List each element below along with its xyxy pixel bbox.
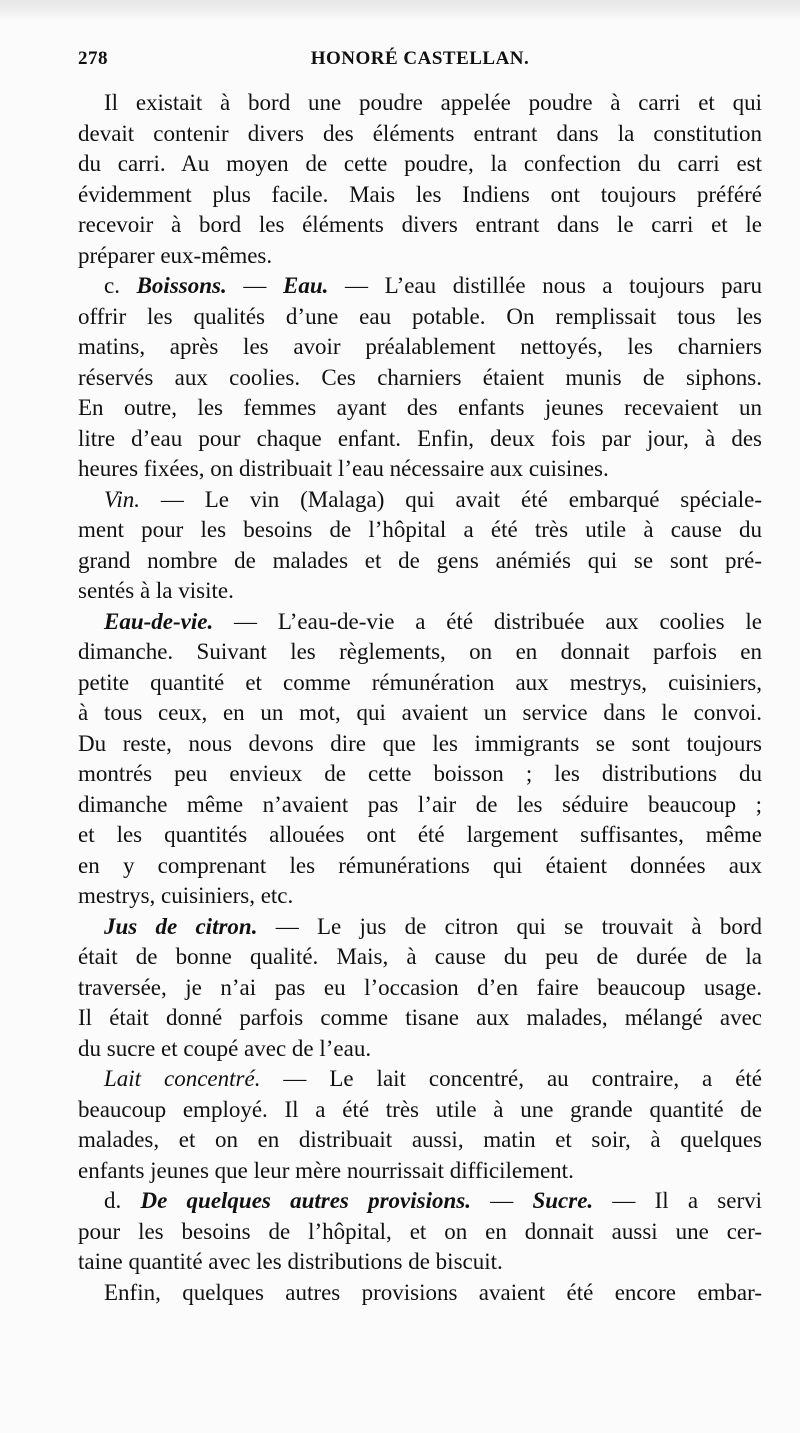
text-run: — Le lait concentré, au contraire, a été [260,1066,763,1091]
text-line: et les quantités allouées ont été largement suffisantes, même [78,822,762,847]
subsection-line [78,485,762,516]
subsection-line [78,912,762,943]
text-line: Il était donné parfois comme tisane aux malades, mélangé avec [78,1005,762,1030]
text-line: enfants jeunes que leur mère nourrissait difficilement. [78,1157,574,1183]
text-line: dimanche même n’avaient pas l’air de les séduire beaucoup ; [78,791,762,817]
text-line: du carri. Au moyen de cette poudre, la confection du carri est [78,151,762,176]
section-heading-line [78,271,762,302]
subsection-title: Eau. [282,273,329,298]
subsection-title: Jus de citron. [104,913,258,939]
text-line: préparer eux-mêmes. [78,242,273,268]
running-title: HONORÉ CASTELLAN. [310,48,530,69]
text-line: ment pour les besoins de l’hôpital a été très utile à cause du [78,517,762,542]
text-run: — Il a servi [593,1188,763,1213]
text-line: litre d’eau pour chaque enfant. Enfin, deux fois par jour, à des [78,425,762,451]
text-line: traversée, je n’ai pas eu l’occasion d’en faire beaucoup usage. [78,974,762,1000]
text-line: montrés peu envieux de cette boisson ; les distributions du [78,761,762,786]
text-line: heures fixées, on distribuait l’eau nécessaire aux cuisines. [78,456,609,481]
text-line: Enfin, quelques autres provisions avaient été encore embar- [104,1279,762,1305]
text-line: dimanche. Suivant les règlements, on en donnait parfois en [78,639,762,664]
text-line: beaucoup employé. Il a été très utile à une grande quantité de [78,1096,762,1122]
subsection-line [78,1064,762,1095]
text-line: devait contenir divers des éléments entrant dans la constitution [78,120,762,146]
text-line: sentés à la visite. [78,578,234,603]
text-run: — L’eau-de-vie a été distribuée aux coolies le [213,608,762,634]
text-line: évidemment plus facile. Mais les Indiens ont toujours préféré [78,181,762,207]
text-line: matins, après les avoir préalablement nettoyés, les charniers [78,334,762,359]
text-line: taine quantité avec les distributions de biscuit. [78,1249,503,1274]
text-line: pour les besoins de l’hôpital, et on en donnait aussi une cer- [78,1218,762,1244]
section-heading-line [78,1186,762,1217]
text-line: mestrys, cuisiniers, etc. [78,883,294,908]
text-run: — Le vin (Malaga) qui avait été embarqué spéciale- [139,486,762,512]
dash: — [471,1188,533,1213]
running-header [78,48,762,78]
text-line: grand nombre de malades et de gens anémiés qui se sont pré- [78,547,762,573]
subsection-title: Eau-de-vie. [104,608,214,634]
text-line: petite quantité et comme rémunération aux mestrys, cuisiniers, [78,669,762,695]
text-line: Il existait à bord une poudre appelée poudre à carri et qui [104,90,762,115]
dash: — [226,273,283,298]
text-run: — Le jus de citron qui se trouvait à bord [257,913,762,939]
text-line: à tous ceux, en un mot, qui avaient un service dans le convoi. [78,700,762,725]
text-line: Du reste, nous devons dire que les immigrants se sont toujours [78,730,762,756]
section-title: De quelques autres provisions. [140,1188,471,1213]
text-line: recevoir à bord les éléments divers entrant dans le carri et le [78,212,762,237]
page-edge-shadow [0,0,800,22]
section-title: Boissons. [136,273,227,298]
section-letter: d. [104,1188,141,1213]
subsection-title: Sucre. [532,1188,594,1213]
page-number: 278 [78,48,108,69]
text-line: malades, et on en distribuait aussi, matin et soir, à quelques [78,1127,762,1152]
subsection-title: Vin. [104,486,140,512]
text-run: — L’eau distillée nous a toujours paru [328,273,763,298]
text-line: réservés aux coolies. Ces charniers étaient munis de siphons. [78,364,762,390]
text-line: En outre, les femmes ayant des enfants jeunes recevaient un [78,395,762,420]
text-line: du sucre et coupé avec de l’eau. [78,1035,372,1061]
text-line: était de bonne qualité. Mais, à cause du peu de durée de la [78,944,762,969]
body-text [78,88,762,1308]
subsection-title: Lait concentré. [104,1066,261,1091]
section-letter: c. [104,273,137,298]
subsection-line [78,607,762,638]
text-line: offrir les qualités d’une eau potable. On remplissait tous les [78,303,762,329]
text-line: en y comprenant les rémunérations qui étaient données aux [78,852,762,878]
